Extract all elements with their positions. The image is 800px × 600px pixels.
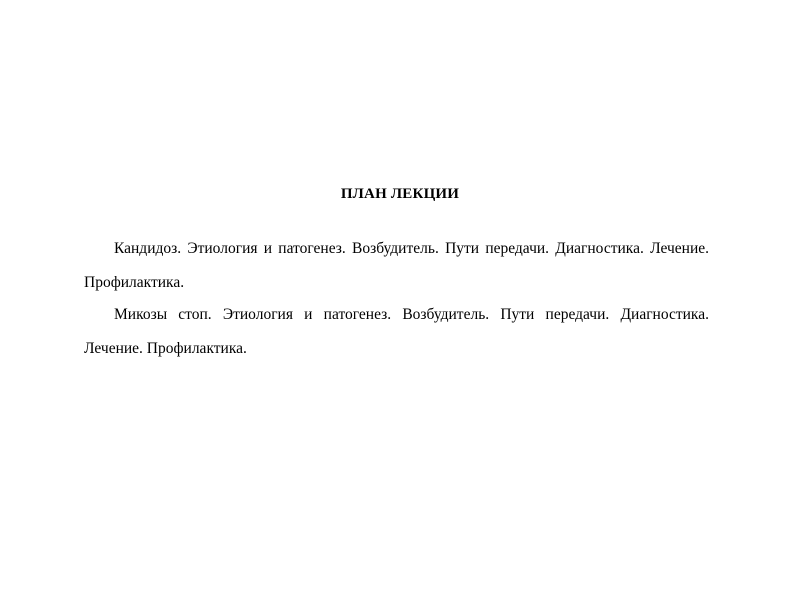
page-title: ПЛАН ЛЕКЦИИ <box>340 186 460 202</box>
paragraph-foot-mycoses: Микозы стоп. Этиология и патогенез. Возбудитель. Пути передачи. Диагностика. Лечение. Профилактика. <box>84 306 709 357</box>
paragraph-candidiasis: Кандидоз. Этиология и патогенез. Возбудитель. Пути передачи. Диагностика. Лечение. Профилактика. <box>84 240 709 291</box>
